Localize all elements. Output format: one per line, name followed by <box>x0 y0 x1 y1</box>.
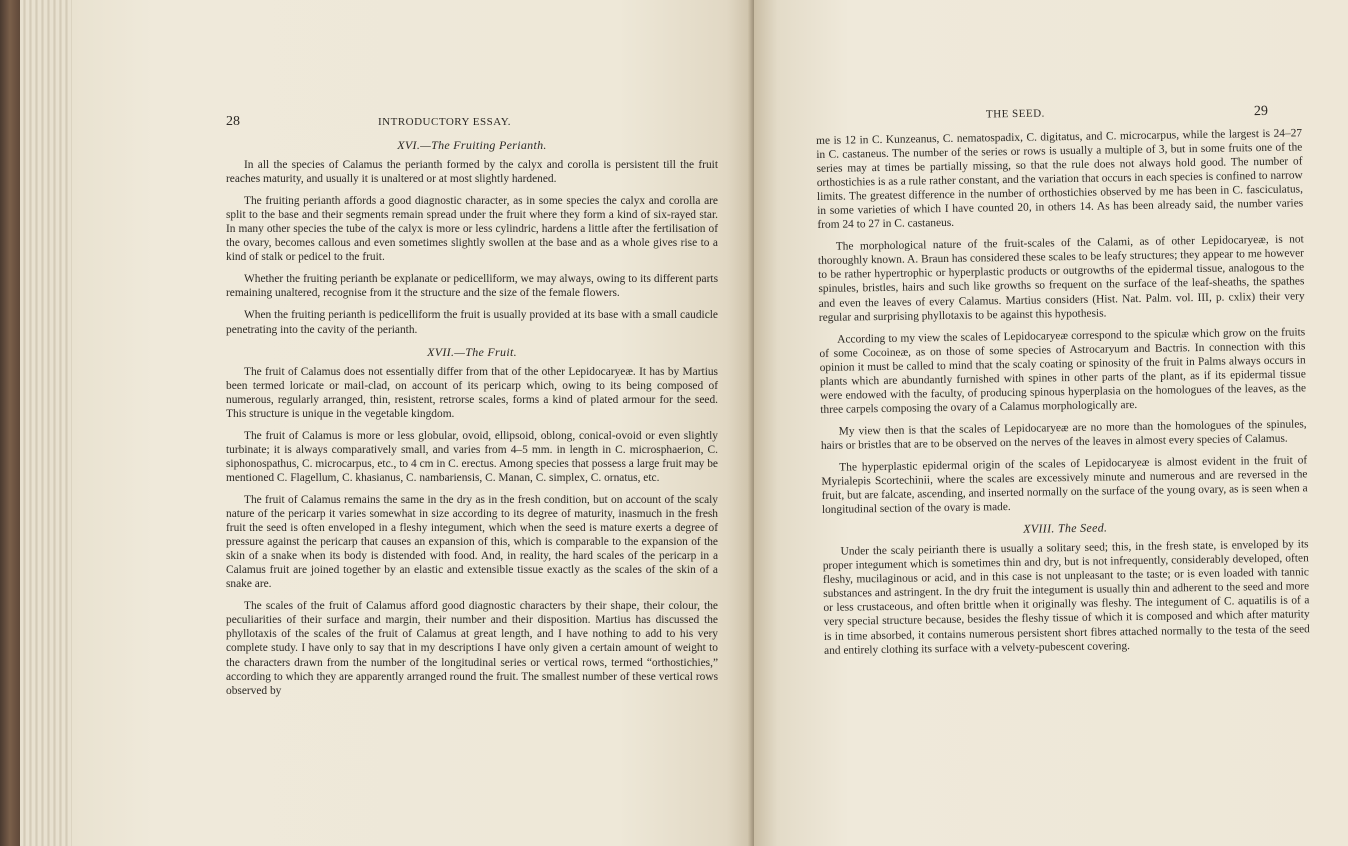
book-cover-edge <box>0 0 22 846</box>
running-header-right: THE SEED. <box>985 107 1045 121</box>
page-number-left: 28 <box>226 114 240 129</box>
left-page <box>72 0 754 846</box>
page-stack-edge <box>20 0 73 846</box>
paragraph: The hyperplastic epidermal origin of the scales of Lepidocaryeæ is almost evident in the fruit of Myrialepis Scortechinii, where the scales are excessively minute and numerous and are reversed in the fruit, but are falcate, ascending, and inserted normally on the surface of the young ovary, as is seen when a longitudinal section of the ovary is made. <box>821 454 1308 517</box>
section-heading: XVI.—The Fruiting Perianth. <box>397 138 547 152</box>
paragraph: Whether the fruiting perianth be explanate or pedicelliform, we may always, owing to its different parts remaining unaltered, recognise from it the structure and the size of the female flowers. <box>226 273 718 300</box>
left-text-column <box>226 134 718 706</box>
paragraph: The fruit of Calamus does not essentially differ from that of the other Lepidocaryeæ. It has by Martius been termed loricate or mail-clad, on account of its pericarp which, owing to its being composed of numerous, regularly arranged, thin, resistent, retrorse scales, forms a kind of plated armour for the seed. This structure is unique in the vegetable kingdom. <box>226 365 718 420</box>
paragraph: Under the scaly peirianth there is usually a solitary seed; this, in the fresh state, is enveloped by its proper integument which is sometimes thin and dry, but is not infrequently, considerably developed, often fleshy, mucilaginous or acid, and in this case is not unpleasant to the taste; or is even loaded with tannic substances and astringent. In the dry fruit the integument is usually thin and adherent to the seed and more or less crustaceous, and often brittle when it originally was fleshy. The integument of C. aquatilis is of a very special structure because, besides the fleshy tissue of which it is composed and which after maturity is in time absorbed, it contains numerous persistent short fibres attached normally to the testa of the seed and entirely clothing its surface with a velvety-pubescent covering. <box>822 538 1310 657</box>
paragraph: me is 12 in C. Kunzeanus, C. nematospadix, C. digitatus, and C. microcarpus, while the largest is 24–27 in C. castaneus. The number of the series or rows is usually a multiple of 3, but in some fruits one of the series may at times be partially missing, so that the rule does not always hold good. The number of orthostichies is as a rule rather constant, and the variation that occurs in each species is confined to narrow limits. The greatest difference in the number of orthostichies observed by me has been in C. fasciculatus, in some varieties of which I have counted 20, in others 14. As has been already said, the number varies from 24 to 27 in C. castaneus. <box>816 127 1304 232</box>
paragraph: The fruit of Calamus remains the same in the dry as in the fresh condition, but on account of the scaly nature of the pericarp it varies somewhat in size according to its degree of maturity, inasmuch in the fresh fruit the seed is often enveloped in a fleshy integument, which when the seed is mature exerts a degree of pressure against the pericarp that causes an expansion of this, which is comparable to the expansion of the skin of a snake when its body is distended with food. And, in reality, the hard scales of the pericarp in a Calamus fruit are joined together by an elastic and extensible tissue exactly as the scales of the skin of a snake are. <box>226 493 718 591</box>
paragraph: According to my view the scales of Lepidocaryeæ correspond to the spiculæ which grow on the fruits of some Cocoineæ, as on those of some species of Astrocaryum and Bactris. In connection with this opinion it must be called to mind that the scaly coating or spinosity of the fruit in Palms always occurs in plants which are abundantly furnished with spines in other parts of the plant, as if its epidermal tissue were endowed with the faculty, of producing spinous hyperplasia on the homologues of the leaves, as the three carpels composing the ovary of a Calamus morphologically are. <box>819 325 1307 416</box>
page-number-right: 29 <box>1253 103 1269 120</box>
section-heading: XVIII. The Seed. <box>1023 520 1108 536</box>
paragraph: The fruit of Calamus is more or less globular, ovoid, ellipsoid, oblong, conical-ovoid or even slightly turbinate; it is always comparatively small, and varies from 4–5 mm. in length in C. microsphaerion, C. siphonospathus, C. microcarpus, etc., to 4 cm in C. erectus. Among species that possess a large fruit may be mentioned C. Flagellum, C. khasianus, C. nambariensis, C. Manan, C. simplex, C. ornatus, etc. <box>226 429 718 484</box>
paragraph: The morphological nature of the fruit-scales of the Calami, as of other Lepidocaryeæ, is not thoroughly known. A. Braun has considered these scales to be leafy structures; they appear to me however to be rather hypertrophic or hyperplastic products or outgrowths of the epidermal tissue, analogous to the spinules, bristles, hairs and such like growths so frequent on the surface of the leaf-sheaths, the spathes and even the leaves of every Calamus. Martius considers (Hist. Nat. Palm. vol. III, p. cxlix) their very regular and surprising phyllotaxis to be against this hypothesis. <box>817 233 1305 324</box>
running-header-left: INTRODUCTORY ESSAY. <box>378 116 511 128</box>
right-page <box>754 0 1348 846</box>
paragraph: In all the species of Calamus the perianth formed by the calyx and corolla is persistent till the fruit reaches maturity, and usually it is unaltered or at most slightly hardened. <box>226 159 718 186</box>
paragraph: My view then is that the scales of Lepidocaryeæ are no more than the homologues of the spinules, hairs or bristles that are to be observed on the nerves of the leaves in almost every species of Calamus. <box>820 418 1307 452</box>
right-text-column <box>816 126 1310 665</box>
paragraph: The scales of the fruit of Calamus afford good diagnostic characters by their shape, their colour, the peculiarities of their surface and margin, their number and their disposition. Martius has discussed the phyllotaxis of the scales of the fruit of Calamus at great length, and I have nothing to add to his very complete study. I have only to say that in my descriptions I have only given a certain amount of weight to the characters drawn from the number of the longitudinal series or vertical rows, termed “orthostichies,” according to which they are apparently arranged round the fruit. The smallest number of these vertical rows observed by <box>226 600 718 697</box>
paragraph: When the fruiting perianth is pedicelliform the fruit is usually provided at its base with a small caudicle penetrating into the cavity of the perianth. <box>226 309 718 336</box>
section-heading: XVII.—The Fruit. <box>427 344 517 359</box>
paragraph: The fruiting perianth affords a good diagnostic character, as in some species the calyx and corolla are split to the base and their segments remain spread under the fruit where they form a kind of six-rayed star. In many other species the tube of the calyx is more or less cylindric, hardens a little after the fertilisation of the ovary, becomes callous and even sometimes slightly swollen at the base and as a whole gives rise to a kind of stalk or pedicel to the fruit. <box>226 195 718 264</box>
